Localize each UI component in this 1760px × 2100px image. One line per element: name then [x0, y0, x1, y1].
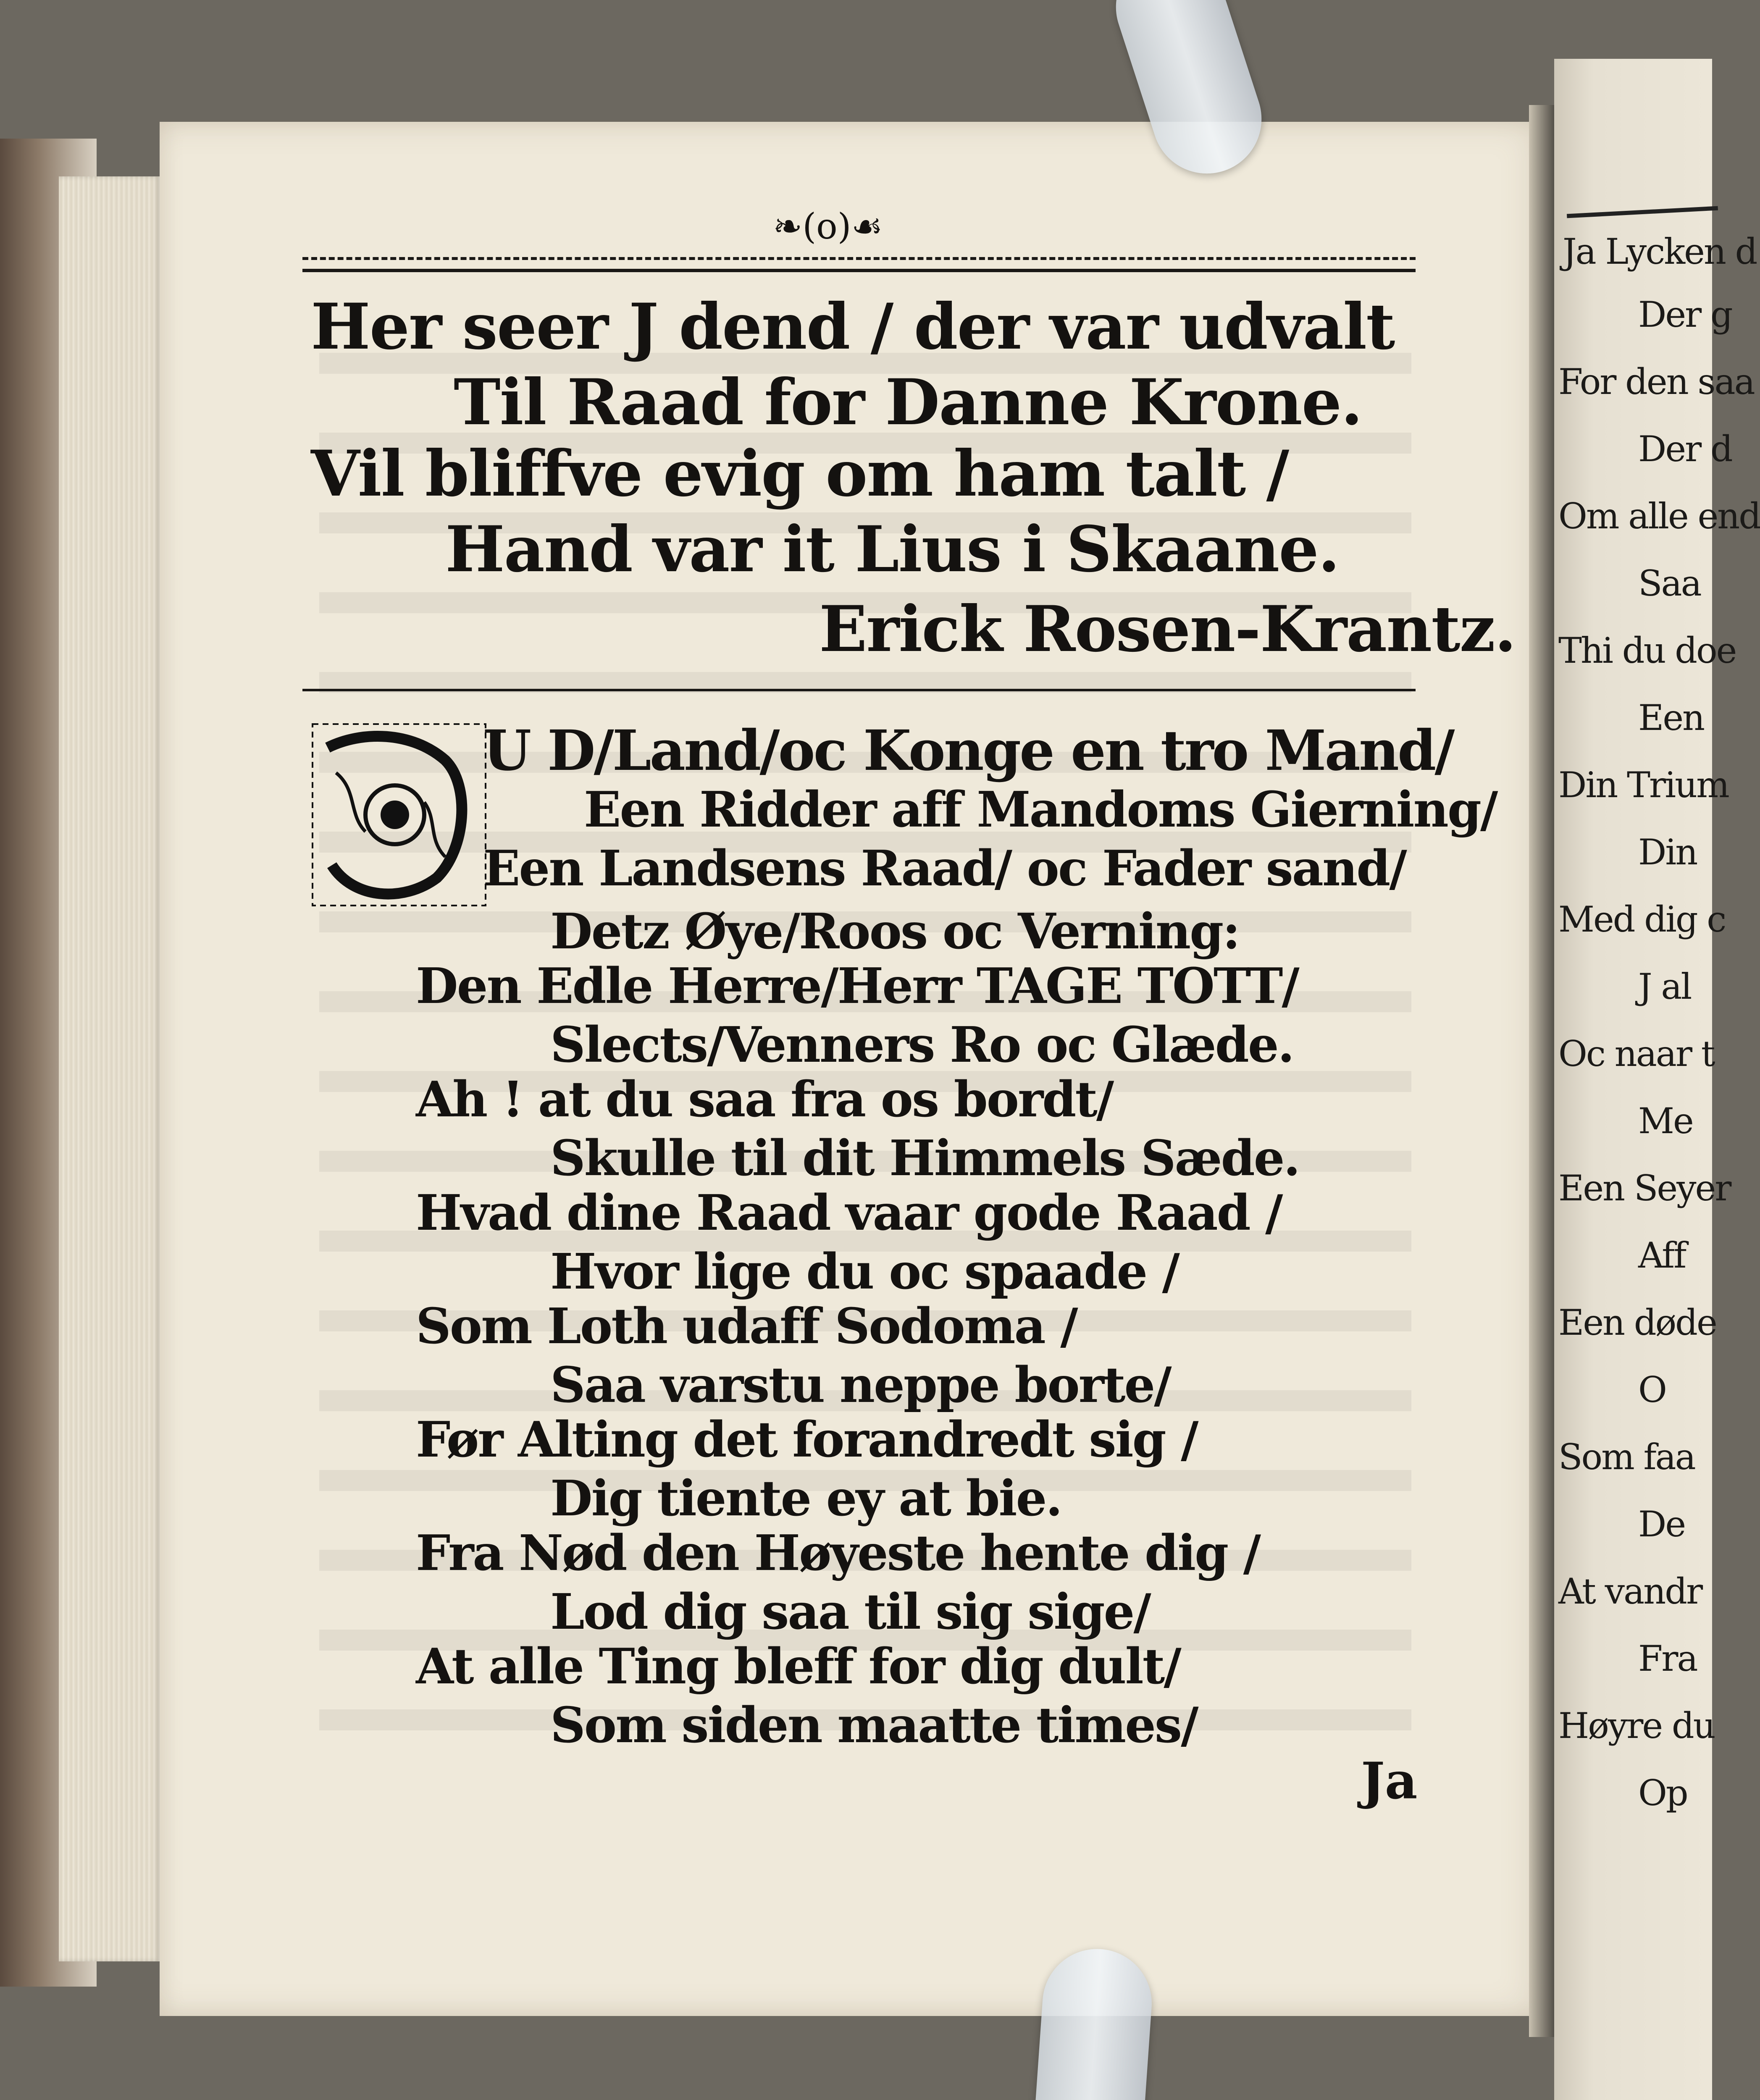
facing-line-4: Der d	[1638, 428, 1732, 470]
poem-line-14: Dig tiente ey at bie.	[550, 1470, 1061, 1527]
poem-line-11: Som Loth udaff Sodoma /	[416, 1298, 1077, 1355]
facing-line-2: Der g	[1638, 294, 1732, 335]
poem-line-12: Saa varstu neppe borte/	[550, 1357, 1171, 1414]
facing-line-18: O	[1638, 1369, 1666, 1410]
facing-line-19: Som faa	[1558, 1436, 1695, 1478]
poem-line-16: Lod dig saa til sig sige/	[550, 1583, 1150, 1641]
facing-line-1: Ja Lycken d	[1563, 231, 1757, 272]
facing-line-11: Med dig c	[1558, 899, 1726, 940]
facing-line-20: De	[1638, 1504, 1685, 1545]
facing-line-7: Thi du doe	[1558, 630, 1736, 671]
poem-line-1: U D/Land/oc Konge en tro Mand/	[483, 718, 1453, 783]
facing-line-15: Een Seyer	[1558, 1168, 1731, 1209]
page-number-ornament: ❧(o)☙	[773, 206, 883, 247]
facing-line-22: Fra	[1638, 1638, 1697, 1679]
epitaph-line-4: Hand var it Lius i Skaane.	[445, 512, 1339, 586]
facing-line-9: Din Trium	[1558, 764, 1728, 806]
poem-line-18: Som siden maatte times/	[550, 1697, 1198, 1754]
header-rule	[302, 257, 1416, 260]
facing-line-12: J al	[1638, 966, 1691, 1007]
facing-page	[1554, 59, 1760, 2100]
poem-line-8: Skulle til dit Himmels Sæde.	[550, 1130, 1299, 1187]
facing-line-21: At vandr	[1558, 1571, 1702, 1612]
header-rule-solid	[302, 269, 1416, 272]
section-divider	[302, 689, 1416, 691]
facing-line-14: Me	[1638, 1100, 1693, 1142]
decorated-initial	[311, 722, 487, 907]
poem-line-15: Fra Nød den Høyeste hente dig /	[416, 1525, 1260, 1582]
catchword: Ja	[1361, 1751, 1418, 1811]
facing-line-3: For den saa	[1558, 361, 1754, 402]
facing-line-6: Saa	[1638, 563, 1701, 604]
facing-line-17: Een døde	[1558, 1302, 1716, 1343]
epitaph-line-2: Til Raad for Danne Krone.	[454, 365, 1362, 439]
facing-line-10: Din	[1638, 832, 1697, 873]
facing-line-24: Op	[1638, 1772, 1687, 1814]
poem-line-5: Den Edle Herre/Herr TAGE TOTT/	[416, 958, 1298, 1015]
epitaph-line-3: Vil bliffve evig om ham talt /	[311, 437, 1289, 511]
facing-line-16: Aff	[1638, 1235, 1686, 1276]
epitaph-signature: Erick Rosen-Krantz.	[819, 592, 1516, 666]
poem-line-7: Ah ! at du saa fra os bordt/	[416, 1071, 1113, 1128]
poem-line-10: Hvor lige du oc spaade /	[550, 1243, 1179, 1300]
epitaph-line-1: Her seer J dend / der var udvalt	[311, 290, 1395, 364]
poem-line-13: Før Alting det forandredt sig /	[416, 1411, 1198, 1468]
facing-line-23: Høyre du	[1558, 1705, 1715, 1746]
poem-line-17: At alle Ting bleff for dig dult/	[416, 1638, 1180, 1695]
poem-line-3: Een Landsens Raad/ oc Fader sand/	[483, 840, 1406, 897]
poem-line-6: Slects/Venners Ro oc Glæde.	[550, 1016, 1294, 1074]
page-edges	[59, 176, 160, 1961]
facing-line-5: Om alle end	[1558, 496, 1760, 537]
facing-page-header-rule	[1567, 206, 1718, 218]
poem-line-2: Een Ridder aff Mandoms Gierning/	[584, 781, 1497, 838]
page-number: (o)	[802, 206, 851, 247]
facing-line-13: Oc naar t	[1558, 1033, 1714, 1074]
facing-line-8: Een	[1638, 697, 1704, 738]
poem-line-4: Detz Øye/Roos oc Verning:	[550, 903, 1240, 960]
poem-line-9: Hvad dine Raad vaar gode Raad /	[416, 1184, 1282, 1242]
